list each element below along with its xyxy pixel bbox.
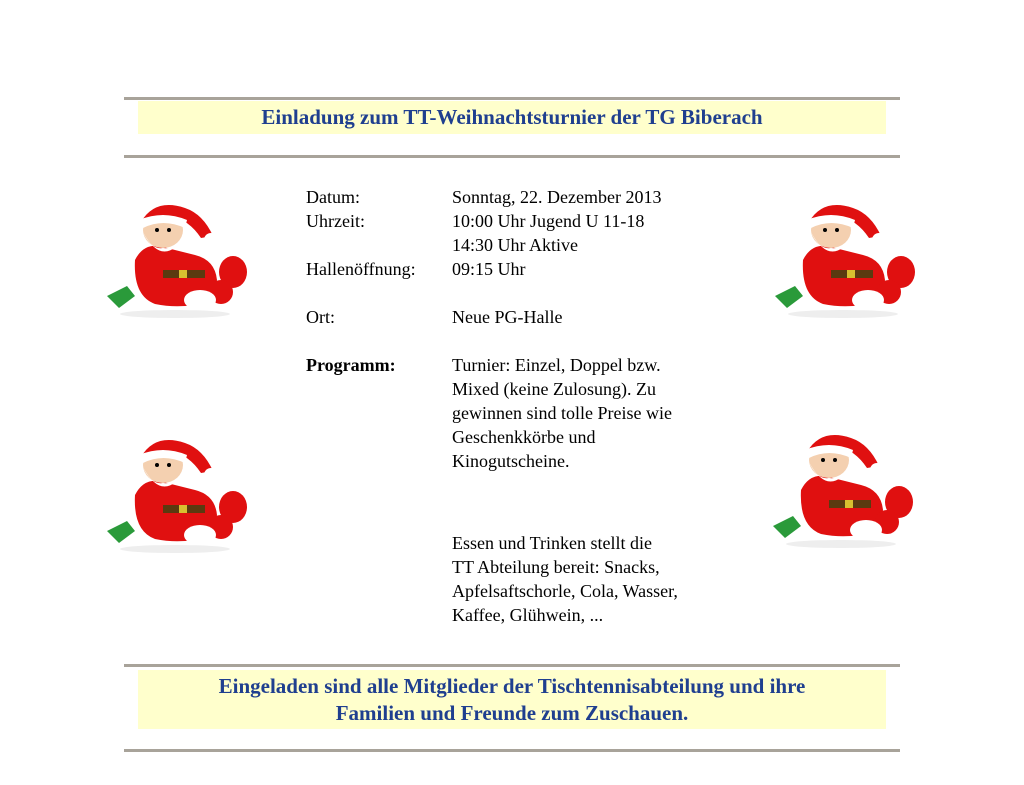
footer-line-1: Eingeladen sind alle Mitglieder der Tischtennisabteilung und ihre [218, 674, 806, 698]
date-label: Datum: [306, 187, 360, 207]
santa-claus-icon [773, 200, 923, 320]
bottom-rule-upper [124, 664, 900, 667]
time-label: Uhrzeit: [306, 211, 365, 231]
place-value: Neue PG-Halle [452, 307, 563, 327]
santa-claus-icon [105, 435, 255, 555]
top-rule-lower [124, 155, 900, 158]
program-line: Geschenkkörbe und [452, 427, 596, 447]
program-line: gewinnen sind tolle Preise wie [452, 403, 672, 423]
program-label: Programm: [306, 355, 396, 375]
program-line: Turnier: Einzel, Doppel bzw. [452, 355, 661, 375]
date-value: Sonntag, 22. Dezember 2013 [452, 187, 662, 207]
santa-claus-icon [105, 200, 255, 320]
footer-invitation [138, 670, 886, 729]
time-value-active: 14:30 Uhr Aktive [452, 235, 578, 255]
footer-line-2: Familien und Freunde zum Zuschauen. [335, 701, 689, 725]
food-line: Kaffee, Glühwein, ... [452, 605, 604, 625]
place-label: Ort: [306, 307, 335, 327]
top-rule-upper [124, 97, 900, 100]
hall-value: 09:15 Uhr [452, 259, 526, 279]
page-title: Einladung zum TT-Weihnachtsturnier der TG Biberach [138, 101, 886, 134]
time-value-youth: 10:00 Uhr Jugend U 11-18 [452, 211, 645, 231]
program-line: Mixed (keine Zulosung). Zu [452, 379, 656, 399]
food-line: TT Abteilung bereit: Snacks, [452, 557, 660, 577]
santa-claus-icon [771, 430, 921, 550]
program-line: Kinogutscheine. [452, 451, 570, 471]
food-line: Essen und Trinken stellt die [452, 533, 653, 553]
food-line: Apfelsaftschorle, Cola, Wasser, [452, 581, 678, 601]
bottom-rule-lower [124, 749, 900, 752]
hall-label: Hallenöffnung: [306, 259, 416, 279]
